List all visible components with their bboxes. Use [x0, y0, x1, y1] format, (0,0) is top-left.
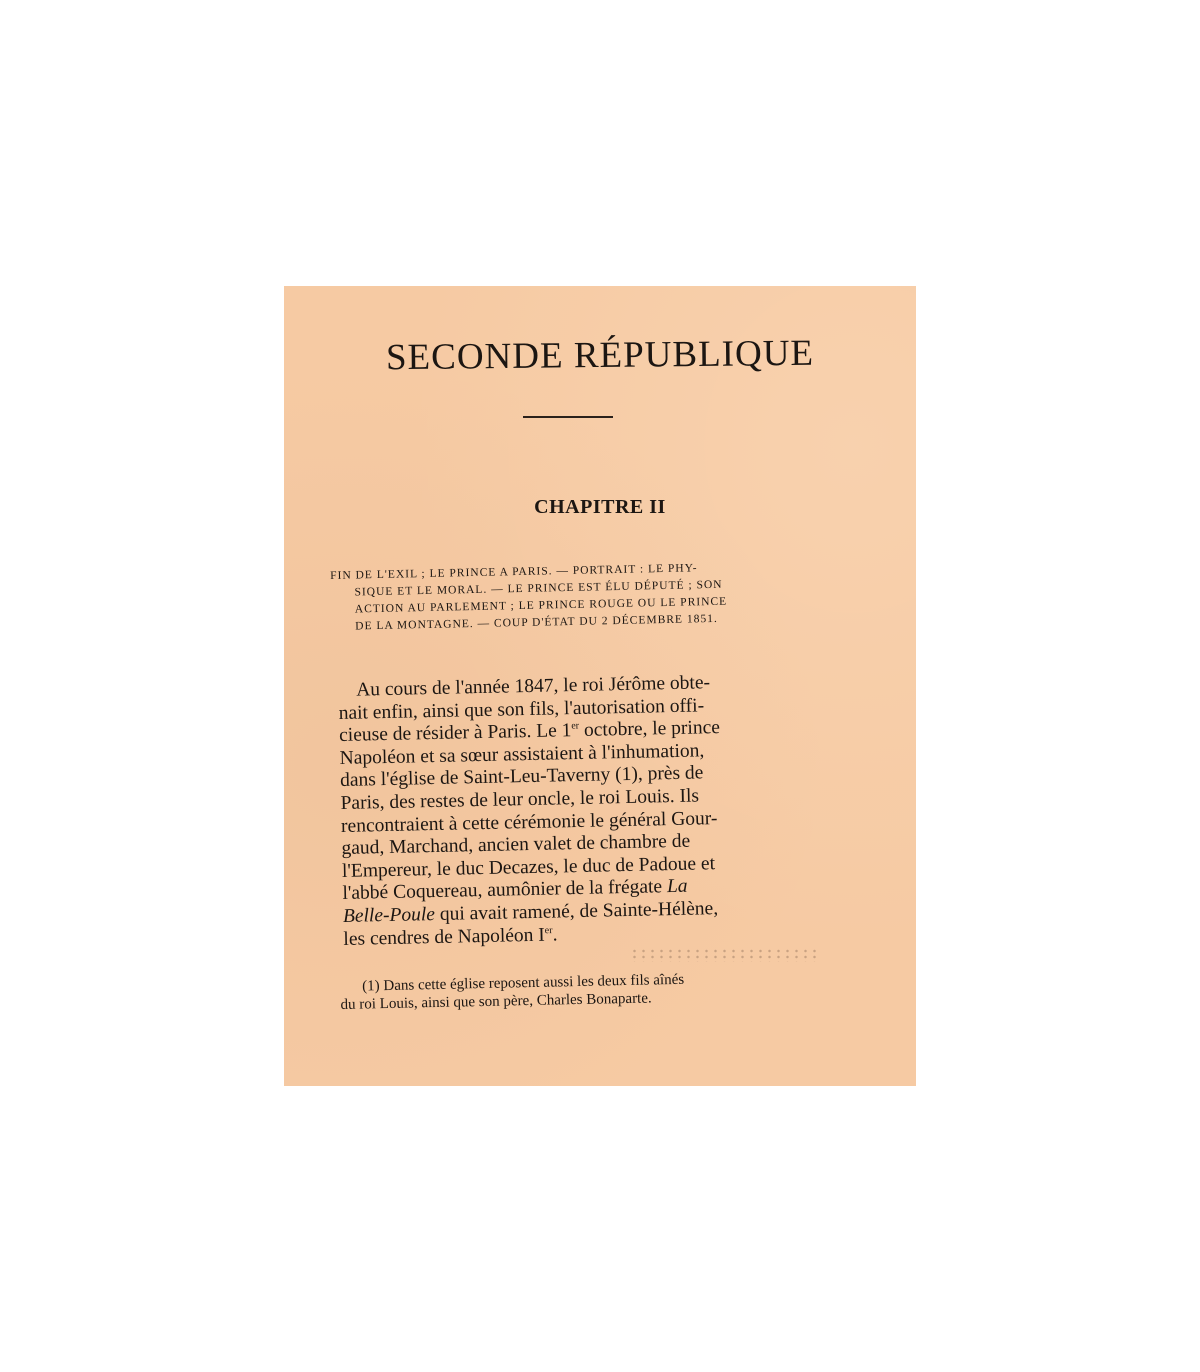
- body-line: gaud, Marchand, ancien valet de chambre de: [341, 830, 691, 860]
- body-line: l'Empereur, le duc Decazes, le duc de Padoue et: [341, 852, 716, 882]
- body-line: Napoléon et sa sœur assistaient à l'inhumation,: [339, 740, 705, 769]
- summary-line: FIN DE L'EXIL ; LE PRINCE A PARIS. — PORTRAIT : LE PHY-: [330, 562, 698, 582]
- body-line: Belle-Poule qui avait ramené, de Sainte-Hélène,: [342, 898, 719, 927]
- body-line: l'abbé Coquereau, aumônier de la frégate La: [342, 876, 688, 905]
- body-line: rencontraient à cette cérémonie le général Gour-: [340, 807, 718, 837]
- body-line: dans l'église de Saint-Leu-Taverny (1), près de: [339, 762, 704, 792]
- footnote-line: du roi Louis, ainsi que son père, Charles Bonaparte.: [340, 990, 652, 1013]
- body-line: Au cours de l'année 1847, le roi Jérôme obte-: [355, 672, 711, 701]
- italic-title: La: [666, 876, 688, 898]
- footnote: [340, 968, 833, 1014]
- page-title: SECONDE RÉPUBLIQUE: [385, 332, 815, 379]
- body-line: les cendres de Napoléon Ier.: [343, 923, 558, 950]
- body-line: Paris, des restes de leur oncle, le roi Louis. Ils: [340, 785, 700, 814]
- ink-specks: [630, 948, 820, 962]
- title-rule: [523, 416, 613, 418]
- summary-line: DE LA MONTAGNE. — COUP D'ÉTAT DU 2 DÉCEMBRE 1851.: [355, 612, 718, 633]
- chapter-summary: [330, 558, 819, 636]
- summary-line: ACTION AU PARLEMENT ; LE PRINCE ROUGE OU LE PRINCE: [354, 595, 728, 616]
- footnote-line: (1) Dans cette église reposent aussi les deux fils aînés: [362, 971, 685, 995]
- chapter-heading: CHAPITRE II: [534, 496, 666, 518]
- body-line: cieuse de résider à Paris. Le 1er octobre, le prince: [338, 717, 721, 747]
- body-line: nait enfin, ainsi que son fils, l'autorisation offi-: [338, 694, 705, 724]
- summary-line: SIQUE ET LE MORAL. — LE PRINCE EST ÉLU DÉPUTÉ ; SON: [354, 578, 723, 599]
- book-page: [284, 286, 916, 1086]
- italic-title: Belle-Poule: [342, 903, 436, 927]
- body-paragraph: [338, 670, 834, 951]
